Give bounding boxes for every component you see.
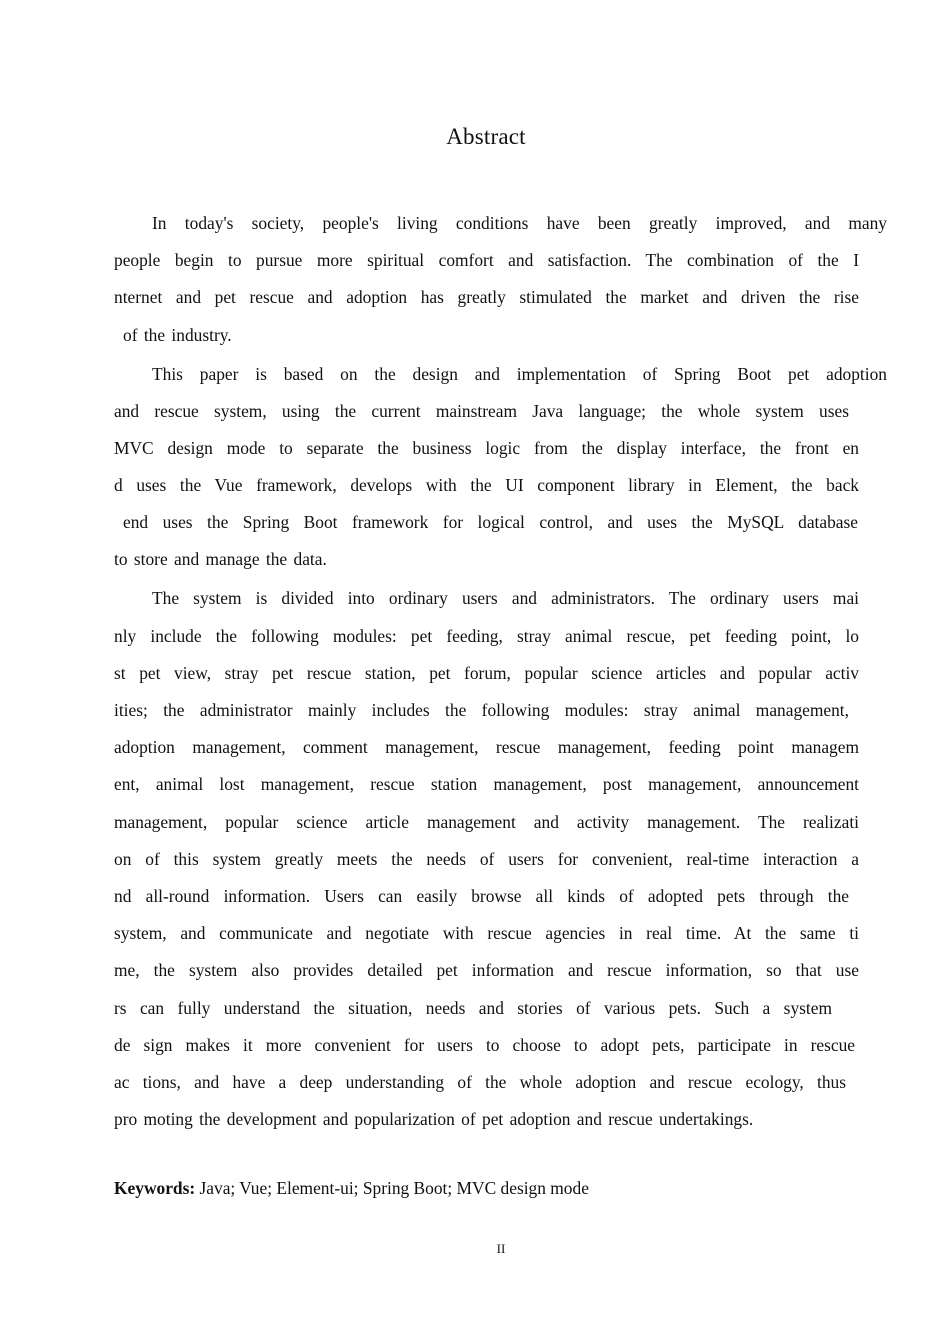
paragraph-3-line: system, and communicate and negotiate with rescue agencies in real time. At the same ti xyxy=(114,923,859,944)
paragraph-3-line: rs can fully understand the situation, needs and stories of various pets. Such a system xyxy=(114,997,832,1018)
abstract-title: Abstract xyxy=(446,124,526,149)
paragraph-3-line: pro moting the development and popularization of pet adoption and rescue undertakings. xyxy=(114,1109,754,1130)
paragraph-3-line: ent, animal lost management, rescue station management, post management, announcement xyxy=(114,774,859,795)
paragraph-2-line: d uses the Vue framework, develops with the UI component library in Element, the back xyxy=(114,475,859,496)
paragraph-3-line: nd all-round information. Users can easily browse all kinds of adopted pets through the xyxy=(114,885,849,906)
abstract-body xyxy=(114,205,887,1138)
paragraph-3-line: management, popular science article management and activity management. The realizati xyxy=(114,811,859,832)
paragraph-2-line: end uses the Spring Boot framework for logical control, and uses the MySQL database xyxy=(123,512,858,533)
paragraph-1-line: people begin to pursue more spiritual comfort and satisfaction. The combination of the I xyxy=(114,250,859,271)
paragraph-2-line: This paper is based on the design and implementation of Spring Boot pet adoption xyxy=(152,363,887,384)
paragraph-3-line: nly include the following modules: pet feeding, stray animal rescue, pet feeding point, lo xyxy=(114,625,859,646)
paragraph-2-line: MVC design mode to separate the business logic from the display interface, the front en xyxy=(114,437,859,458)
paragraph-2-line: to store and manage the data. xyxy=(114,549,327,570)
paragraph-3-line: on of this system greatly meets the needs of users for convenient, real-time interaction a xyxy=(114,848,859,869)
paragraph-1-line: of the industry. xyxy=(123,324,232,345)
paragraph-3-line: The system is divided into ordinary users and administrators. The ordinary users mai xyxy=(152,588,859,609)
paragraph-2-line: and rescue system, using the current mainstream Java language; the whole system uses xyxy=(114,400,849,421)
paragraph-3-line: st pet view, stray pet rescue station, pet forum, popular science articles and popular activ xyxy=(114,662,859,683)
keywords-label: Keywords: xyxy=(114,1178,196,1198)
paragraph-1-line: nternet and pet rescue and adoption has greatly stimulated the market and driven the rise xyxy=(114,287,859,308)
paragraph-3-line: de sign makes it more convenient for users to choose to adopt pets, participate in rescue xyxy=(114,1034,855,1055)
keywords-value: Java; Vue; Element-ui; Spring Boot; MVC design mode xyxy=(199,1178,589,1198)
paragraph-3-line: ities; the administrator mainly includes the following modules: stray animal management, xyxy=(114,700,849,721)
paragraph-3-line: me, the system also provides detailed pet information and rescue information, so that use xyxy=(114,960,859,981)
paragraph-1-line: In today's society, people's living conditions have been greatly improved, and many xyxy=(152,213,887,233)
paragraph-3-line: adoption management, comment management, rescue management, feeding point managem xyxy=(114,737,859,758)
page-number: II xyxy=(496,1241,506,1256)
paragraph-3-line: ac tions, and have a deep understanding of the whole adoption and rescue ecology, thus xyxy=(114,1071,846,1092)
keywords-line xyxy=(114,1178,589,1199)
